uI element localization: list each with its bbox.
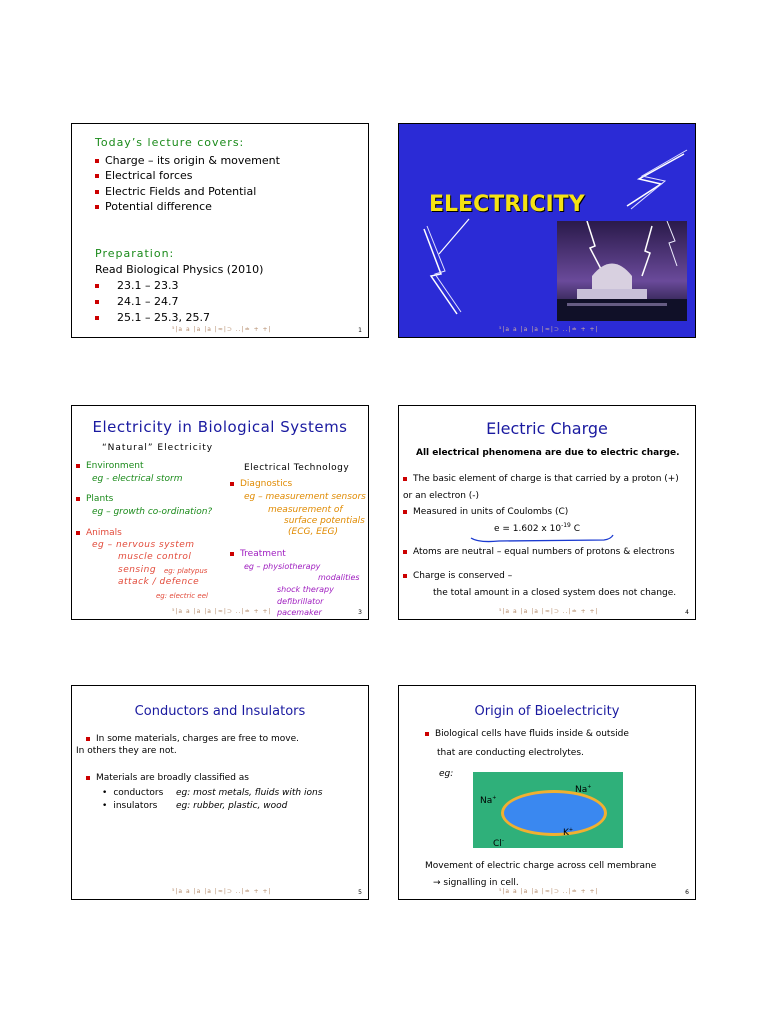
- slide4-bullet: Atoms are neutral – equal numbers of protons & electrons: [403, 547, 675, 557]
- modalities: modalities: [318, 573, 360, 582]
- slide3-title: Electricity in Biological Systems: [92, 418, 348, 436]
- insulators-example: eg: rubber, plastic, wood: [176, 801, 288, 811]
- equation-underline-icon: [399, 528, 696, 548]
- measurement-of: measurement of: [268, 505, 343, 515]
- slide4-bullet: Measured in units of Coulombs (C): [403, 507, 568, 517]
- eel-example: eg: electric eel: [156, 592, 208, 600]
- platypus-example: eg: platypus: [164, 567, 208, 575]
- slide6-title: Origin of Bioelectricity: [474, 704, 620, 719]
- cell-diagram: [473, 772, 623, 848]
- page-number: 3: [358, 609, 362, 616]
- slide-navbar: ⁵|a a |a |a |≈|⊃ ..|≐ + +|: [499, 888, 599, 895]
- slide-navbar: ⁵|a a |a |a |≈|⊃ ..|≐ + +|: [499, 326, 599, 333]
- na-ion-label: Na+: [480, 795, 497, 806]
- slide5-bullet: Materials are broadly classified as: [86, 773, 249, 783]
- slide5-title: Conductors and Insulators: [134, 704, 306, 719]
- page-number: 1: [358, 327, 362, 334]
- slide1-prep-item: 23.1 – 23.3: [95, 279, 178, 292]
- page-number: 4: [685, 609, 689, 616]
- muscle-control: muscle control: [118, 552, 192, 562]
- slide1-bullet: Charge – its origin & movement: [95, 154, 280, 167]
- k-ion-label: K+: [563, 827, 574, 838]
- ecg-eeg: (ECG, EEG): [288, 527, 339, 537]
- slide-4: [398, 405, 696, 620]
- slide-navbar: ⁵|a a |a |a |≈|⊃ ..|≐ + +|: [499, 608, 599, 615]
- conductors-example: eg: most metals, fluids with ions: [176, 788, 323, 798]
- natural-electricity-label: “Natural” Electricity: [102, 443, 214, 453]
- slide6-eg: eg:: [439, 769, 454, 779]
- slide1-prep-item: 25.1 – 25.3, 25.7: [95, 311, 210, 324]
- insulators-item: • insulators: [102, 801, 158, 811]
- page-number: 5: [358, 889, 362, 896]
- slide4-bullet: The basic element of charge is that carried by a proton (+): [403, 474, 679, 484]
- environment-example: eg - electrical storm: [92, 474, 183, 484]
- slide-navbar: ⁵|a a |a |a |≈|⊃ ..|≐ + +|: [172, 888, 272, 895]
- slide-1: [71, 123, 369, 338]
- slide5-bullet: In some materials, charges are free to move.: [86, 734, 299, 744]
- slide6-line: that are conducting electrolytes.: [437, 748, 584, 758]
- slide-5: [71, 685, 369, 900]
- diagnostics-item: Diagnostics: [230, 479, 292, 489]
- slide1-bullet: Electrical forces: [95, 169, 192, 182]
- slide6-movement: Movement of electric charge across cell membrane: [425, 861, 657, 871]
- slide-navbar: ⁵|a a |a |a |≈|⊃ ..|≐ + +|: [172, 326, 272, 333]
- cell-membrane: [501, 790, 607, 836]
- pacemaker: pacemaker: [277, 608, 322, 617]
- defibrillator: defibrillator: [277, 597, 324, 606]
- diagnostics-example: eg – measurement sensors: [244, 492, 366, 502]
- slide6-bullet: Biological cells have fluids inside & outside: [425, 729, 629, 739]
- slide4-bullet-cont: or an electron (-): [403, 491, 480, 501]
- slide1-prep-heading: Preparation:: [95, 247, 175, 260]
- slide-6: [398, 685, 696, 900]
- slide1-heading: Today’s lecture covers:: [95, 136, 245, 149]
- slide-3: [71, 405, 369, 620]
- cl-ion-label: Cl–: [493, 838, 505, 849]
- slide4-bullet: Charge is conserved –: [403, 571, 512, 581]
- animals-example: eg – nervous system: [92, 540, 195, 550]
- slide4-title: Electric Charge: [486, 419, 608, 438]
- slide-navbar: ⁵|a a |a |a |≈|⊃ ..|≐ + +|: [172, 608, 272, 615]
- capitol-storm-photo: [557, 221, 687, 321]
- electrical-technology-label: Electrical Technology: [244, 463, 350, 473]
- slide4-bullet-cont: the total amount in a closed system does not change.: [433, 588, 677, 598]
- slide4-bold: All electrical phenomena are due to electric charge.: [416, 448, 680, 458]
- shock-therapy: shock therapy: [277, 585, 334, 594]
- environment-item: Environment: [76, 461, 143, 471]
- treatment-example: eg – physiotherapy: [244, 562, 321, 571]
- slide6-signalling: → signalling in cell.: [433, 878, 519, 888]
- charge-equation: e = 1.602 x $10^{-19}$ C: [494, 522, 581, 534]
- treatment-item: Treatment: [230, 549, 286, 559]
- slide1-prep-item: 24.1 – 24.7: [95, 295, 178, 308]
- na-ion-label: Na+: [575, 784, 592, 795]
- surface-potentials: surface potentials: [284, 516, 365, 526]
- plants-example: eg – growth co-ordination?: [92, 507, 213, 517]
- slide1-bullet: Electric Fields and Potential: [95, 185, 256, 198]
- slide-2: [398, 123, 696, 338]
- slide1-bullet: Potential difference: [95, 200, 212, 213]
- plants-item: Plants: [76, 494, 113, 504]
- attack-defence: attack / defence: [118, 577, 200, 587]
- page-number: 6: [685, 889, 689, 896]
- animals-item: Animals: [76, 528, 122, 538]
- conductors-item: • conductors: [102, 788, 164, 798]
- sensing: sensing: [118, 565, 157, 575]
- slide1-prep-text: Read Biological Physics (2010): [95, 263, 264, 276]
- slide2-title: ELECTRICITY: [429, 192, 585, 217]
- slide5-line: In others they are not.: [76, 746, 177, 756]
